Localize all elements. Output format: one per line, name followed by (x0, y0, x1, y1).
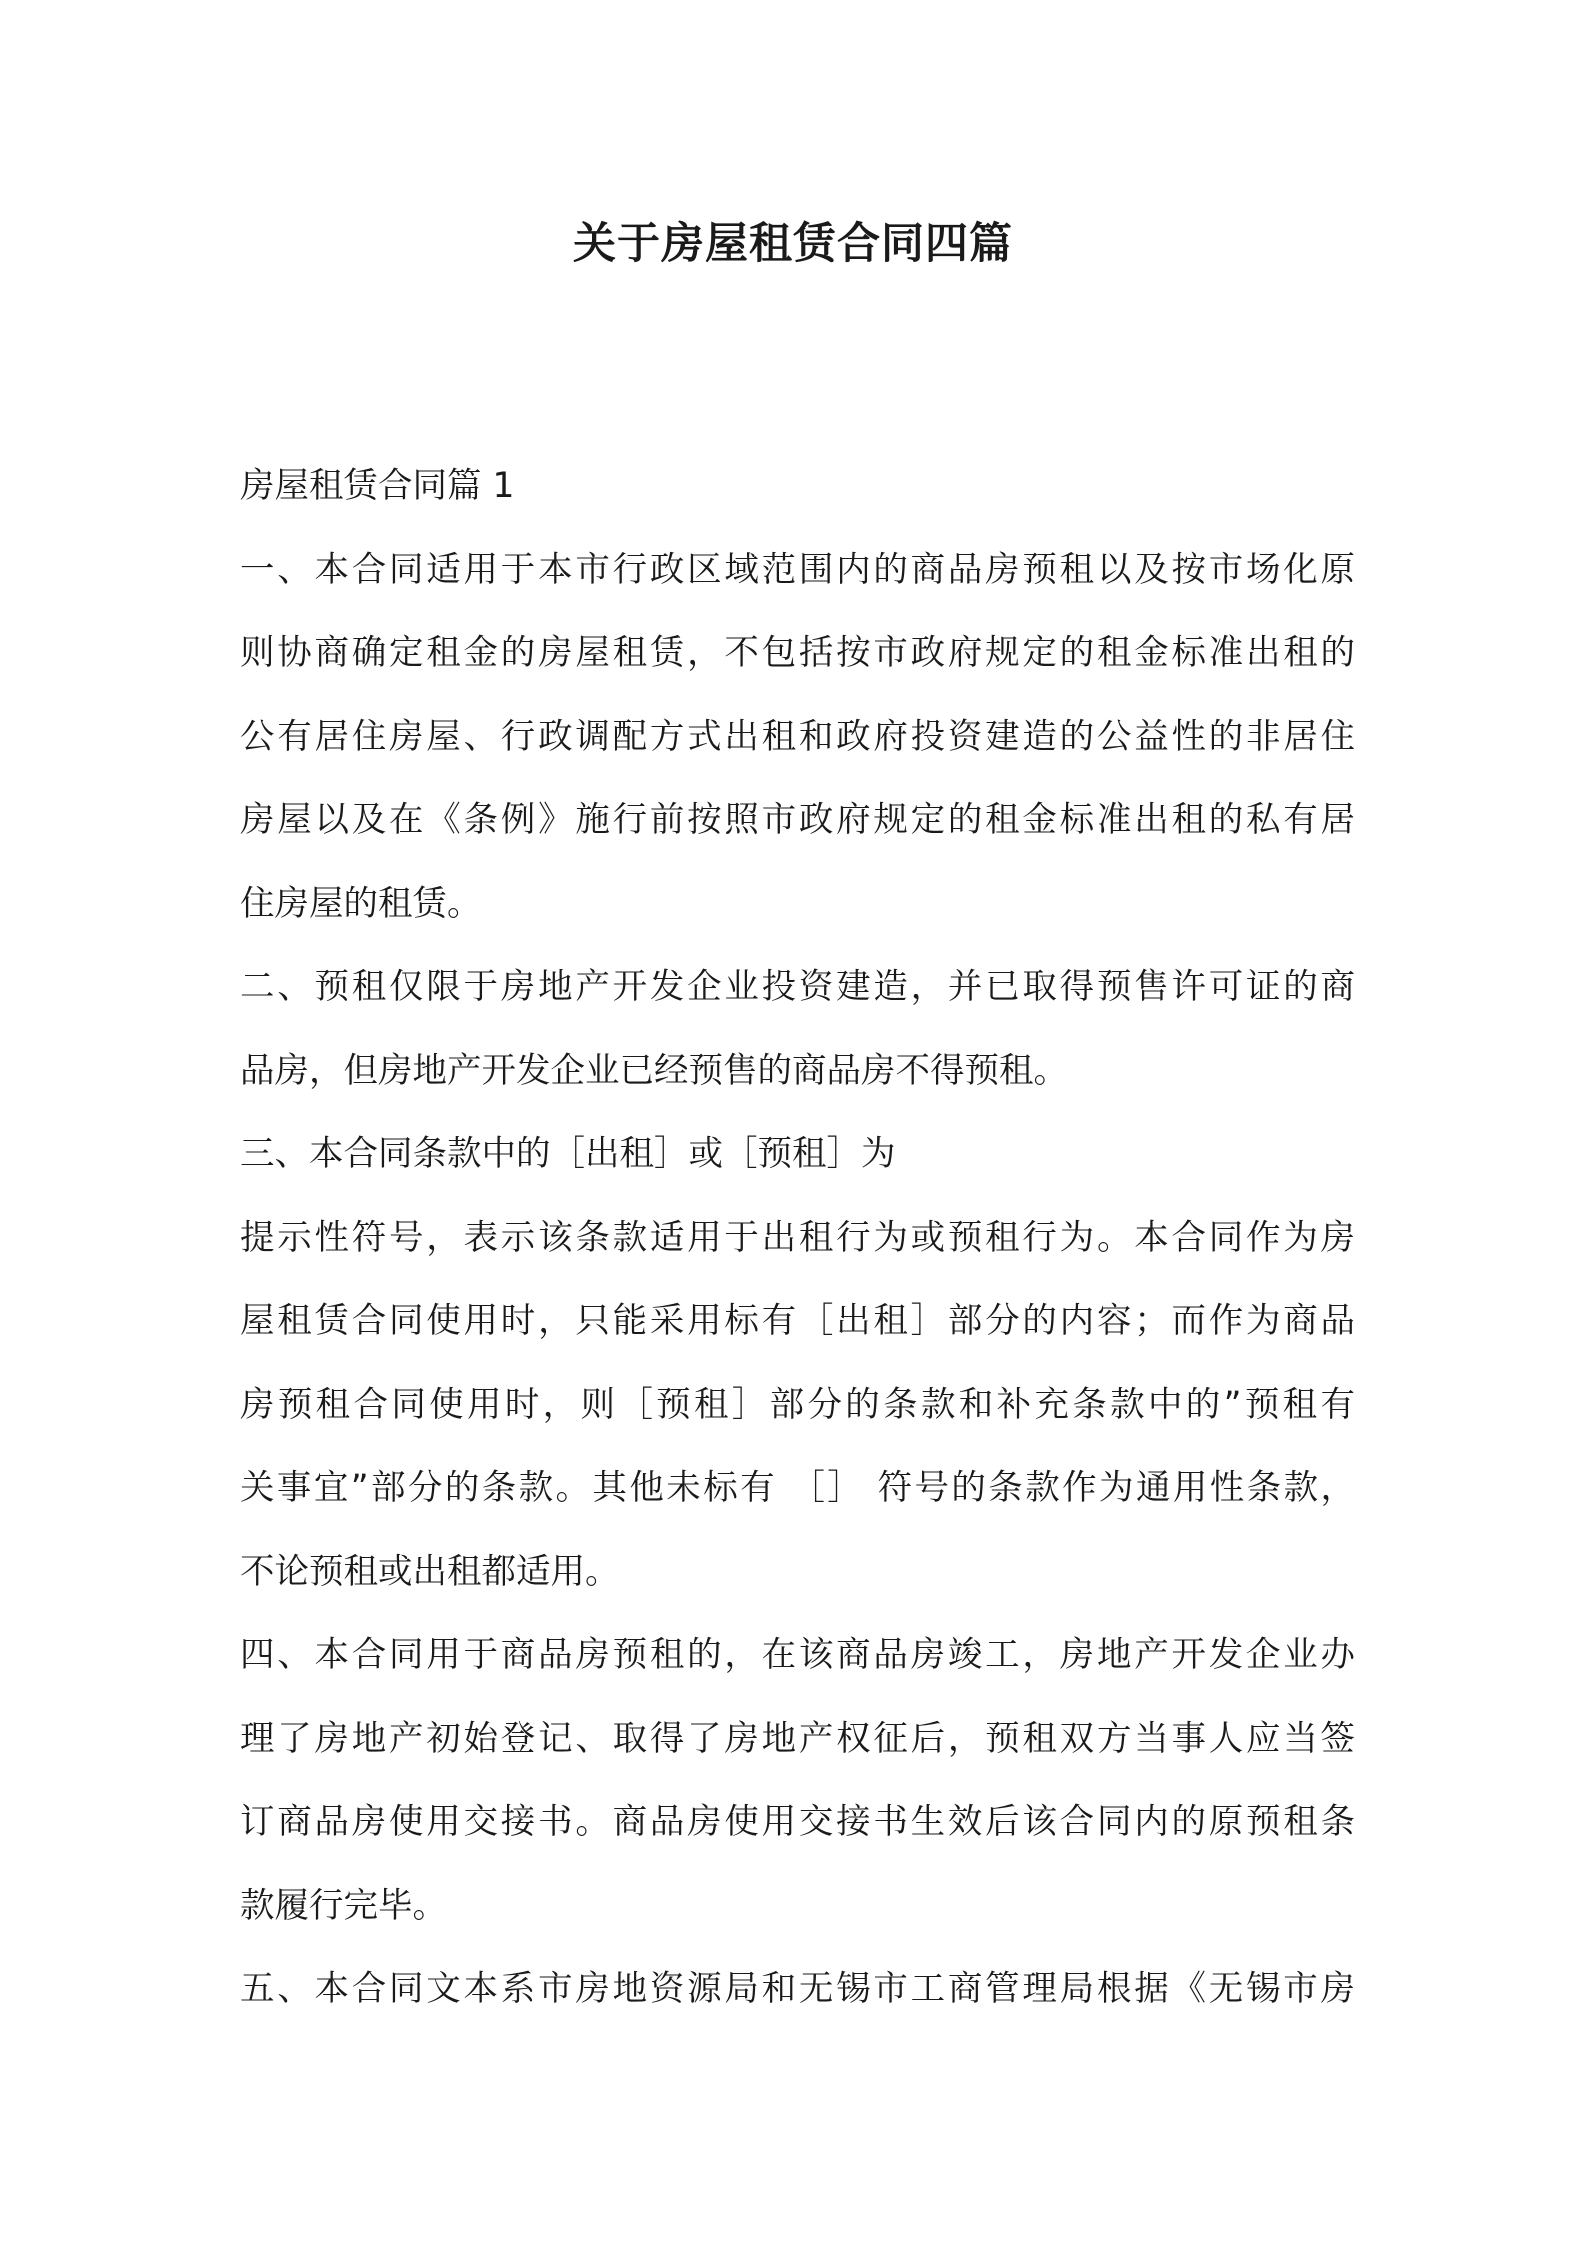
text-line: 房屋以及在《条例》施行前按照市政府规定的租金标准出租的私有居 (240, 800, 1355, 840)
text-line: 三、本合同条款中的［出租］或［预租］为 (240, 1134, 896, 1174)
text-line: 屋租赁合同使用时，只能采用标有［出租］部分的内容；而作为商品 (240, 1301, 1355, 1341)
text-line: 房预租合同使用时，则［预租］部分的条款和补充条款中的”预租有 (240, 1384, 1355, 1425)
text-line: 房屋租赁合同篇 1 (240, 466, 515, 506)
document-body (240, 445, 1355, 2032)
text-line: 品房，但房地产开发企业已经预售的商品房不得预租。 (240, 1050, 1068, 1091)
text-line: 理了房地产初始登记、取得了房地产权征后，预租双方当事人应当签 (240, 1718, 1355, 1759)
text-line: 四、本合同用于商品房预租的，在该商品房竣工，房地产开发企业办 (240, 1635, 1355, 1675)
text-line: 五、本合同文本系市房地资源局和无锡市工商管理局根据《无锡市房 (240, 1969, 1355, 2009)
text-line: 款履行完毕。 (240, 1885, 447, 1926)
text-line: 订商品房使用交接书。商品房使用交接书生效后该合同内的原预租条 (240, 1802, 1355, 1842)
document-title: 关于房屋租赁合同四篇 (573, 219, 1013, 269)
text-line: 二、预租仅限于房地产开发企业投资建造，并已取得预售许可证的商 (240, 967, 1355, 1007)
text-line: 提示性符号，表示该条款适用于出租行为或预租行为。本合同作为房 (240, 1217, 1355, 1258)
text-line: 一、本合同适用于本市行政区域范围内的商品房预租以及按市场化原 (240, 549, 1355, 590)
text-line: 公有居住房屋、行政调配方式出租和政府投资建造的公益性的非居住 (240, 716, 1355, 757)
text-line: 住房屋的租赁。 (240, 883, 482, 924)
text-line: 不论预租或出租都适用。 (240, 1551, 620, 1592)
text-line: 则协商确定租金的房屋租赁，不包括按市政府规定的租金标准出租的 (240, 633, 1355, 673)
text-line: 关事宜”部分的条款。其他未标有 ［］ 符号的条款作为通用性条款， (240, 1468, 1355, 1508)
